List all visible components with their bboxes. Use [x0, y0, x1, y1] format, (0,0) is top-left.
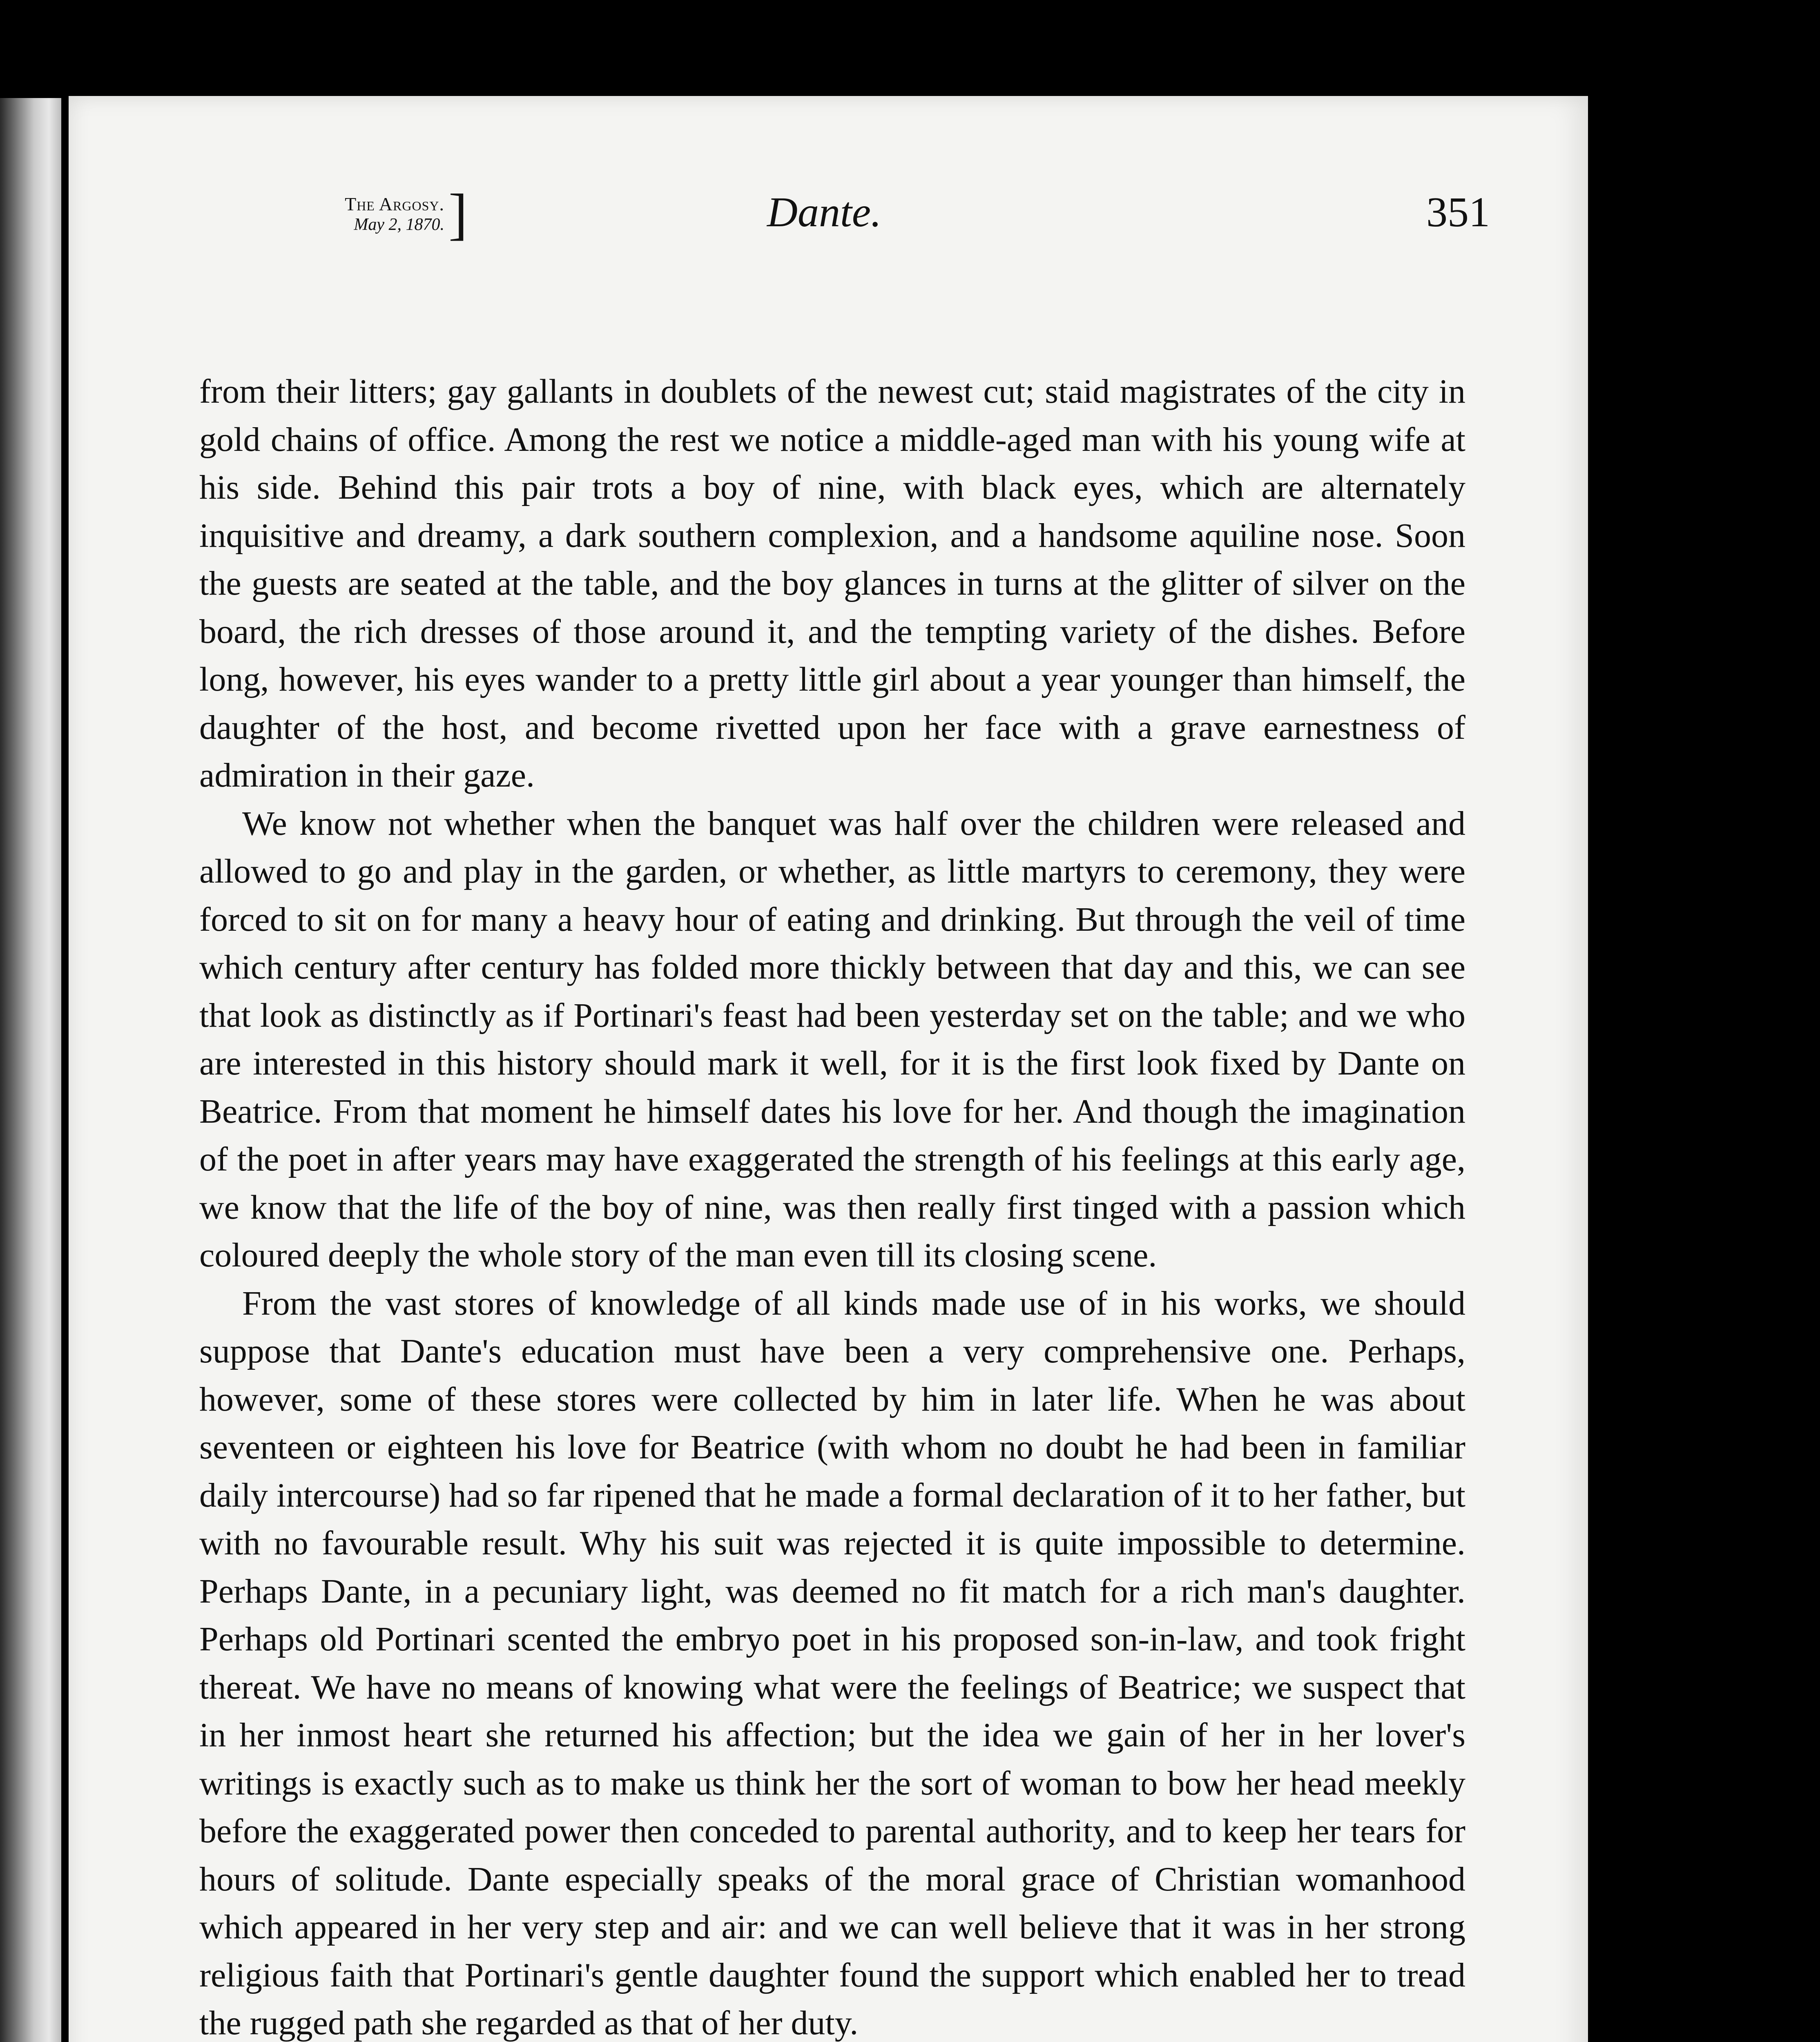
running-title: Dante.: [767, 189, 882, 236]
paragraph: From the vast stores of knowledge of all kinds made use of in his works, we should suppose that Dante's education must have been a very comprehensive one. Perhaps, however, some of these stores were collected by him in later life. When he was about seventeen or eighteen his love for Beatrice (with whom no doubt he had been in familiar daily intercourse) had so far ripened that he made a formal declaration of it to her father, but with no favourable result. Why his suit was rejected it is quite impossible to determine. Perhaps Dante, in a pecuniary light, was deemed no fit match for a rich man's daughter. Perhaps old Portinari scented the embryo poet in his proposed son-in-law, and took fright thereat. We have no means of knowing what were the feelings of Beatrice; we suspect that in her inmost heart she returned his affection; but the idea we gain of her in her lover's writings is exactly such as to make us think her the sort of woman to bow her head meekly before the exaggerated power then conceded to parental authority, and to keep her tears for hours of solitude. Dante especially speaks of the moral grace of Christian womanhood which appeared in her very step and air: and we can well believe that it was in her strong religious faith that Portinari's gentle daughter found the support which enabled her to tread the rugged path she regarded as that of her duty.: [199, 1284, 1465, 2042]
paragraph: We know not whether when the banquet was half over the children were released and allowed to go and play in the garden, or whether, as little martyrs to ceremony, they were forced to sit on for many a heavy hour of eating and drinking. But through the veil of time which century after century has folded more thickly between that day and this, we can see that look as distinctly as if Portinari's feast had been yesterday set on the table; and we who are interested in this history should mark it well, for it is the first look fixed by Dante on Beatrice. From that moment he himself dates his love for her. And though the imagination of the poet in after years may have exaggerated the strength of his feelings at this early age, we know that the life of the boy of nine, was then really first tinged with a passion which coloured deeply the whole story of the man even till its closing scene.: [199, 804, 1465, 1274]
header-bracket: ]: [448, 183, 468, 246]
issue-date: May 2, 1870.: [354, 215, 444, 234]
body-text: [199, 368, 1465, 2042]
scan-background: [1588, 0, 1820, 2042]
page-number: 351: [1426, 189, 1490, 236]
paragraph: from their litters; gay gallants in doublets of the newest cut; staid magistrates of the city in gold chains of office. Among the rest we notice a middle-aged man with his young wife at his side. Behind this pair trots a boy of nine, with black eyes, which are alternately inquisitive and dreamy, a dark southern complexion, and a handsome aquiline nose. Soon the guests are seated at the table, and the boy glances in turns at the glitter of silver on the board, the rich dresses of those around it, and the tempting variety of the dishes. Before long, however, his eyes wander to a pretty little girl about a year younger than himself, the daughter of the host, and become rivetted upon her face with a grave earnestness of admiration in their gaze.: [199, 372, 1465, 794]
book-page: [69, 96, 1588, 2042]
publication-name: The Argosy.: [345, 194, 444, 214]
running-header-source: [216, 194, 444, 235]
facing-page-edge: [0, 98, 61, 2042]
